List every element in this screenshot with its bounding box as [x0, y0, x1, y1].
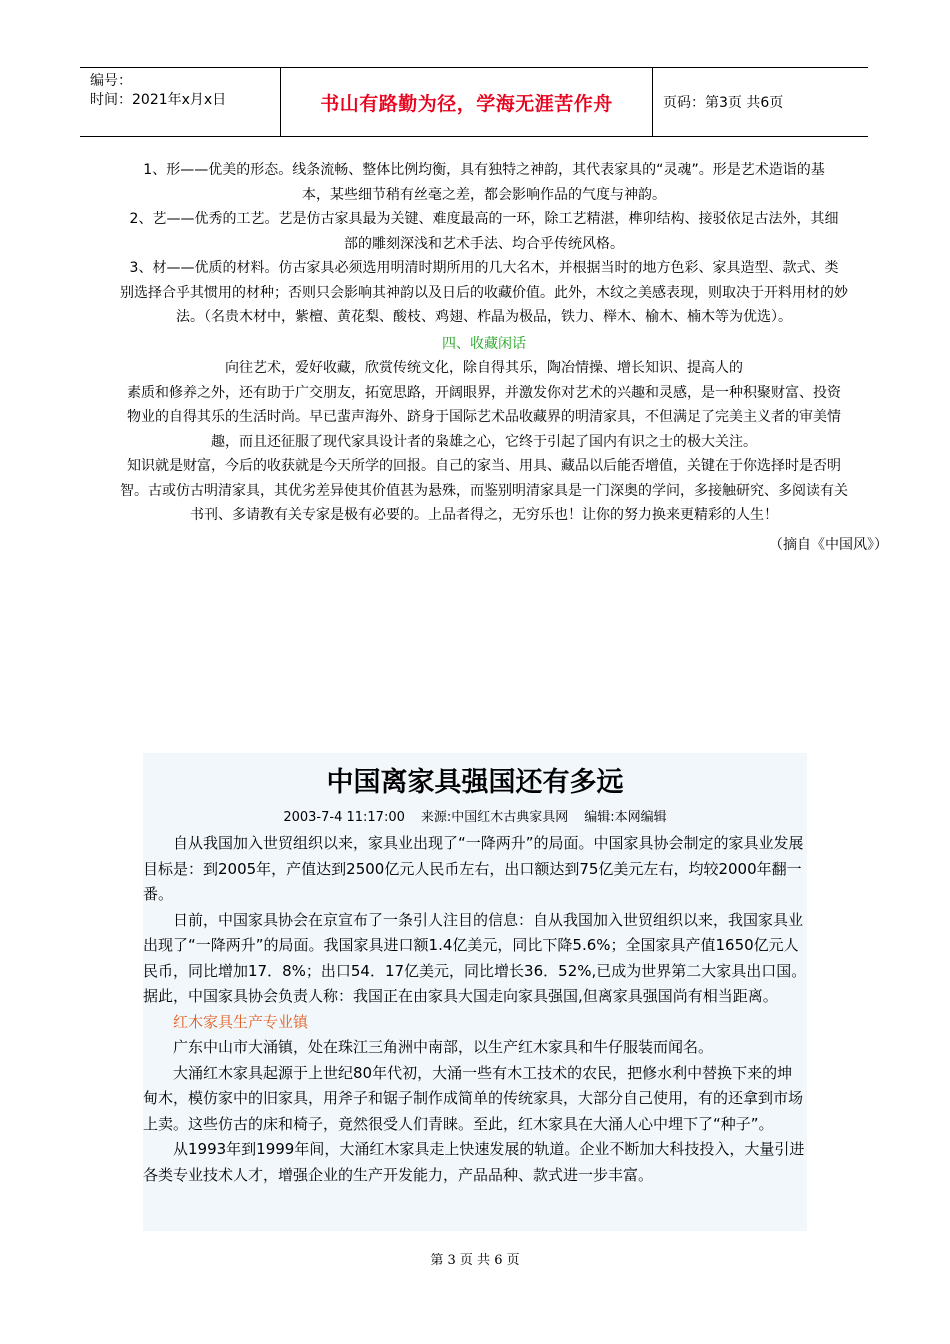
article-meta [143, 809, 807, 827]
text-line: 1、形——优美的形态。线条流畅、整体比例均衡，具有独特之神韵，其代表家具的“灵魂”。形是艺术造诣的基 [143, 162, 825, 178]
page-footer: 第 3 页 共 6 页 [430, 1253, 520, 1268]
article-editor: 编辑:本网编辑 [584, 810, 667, 825]
header-left-cell [80, 68, 281, 136]
time-label: 时间：2021年x月x日 [90, 92, 227, 108]
text-line: 2、艺——优秀的工艺。艺是仿古家具最为关键、难度最高的一环，除工艺精湛，榫卯结构、接驳依足古法外，其细 [129, 211, 839, 227]
text-line: 向往艺术，爱好收藏，欣赏传统文化，除自得其乐，陶冶情操、增长知识、提高人的 [225, 360, 743, 376]
text-line: 部的雕刻深浅和艺术手法、均合乎传统风格。 [344, 235, 624, 252]
header-page-label: 页码：第3页 共6页 [663, 95, 784, 111]
text-line: 趣，而且还征服了现代家具设计者的枭雄之心，它终于引起了国内有识之士的极大关注。 [211, 433, 757, 450]
text-line: 知识就是财富，今后的收获就是今天所学的回报。自己的家当、用具、藏品以后能否增值，关键在于你选择时是否明 [127, 458, 841, 474]
article-source: 来源:中国红木古典家具网 [420, 810, 569, 825]
text-line: 书刊、多请教有关专家是极有必要的。上品者得之，无穷乐也！让你的努力换来更精彩的人生！ [190, 507, 778, 523]
section-title: 四、收藏闲话 [442, 336, 526, 352]
text-line: 法。（名贵木材中，紫檀、黄花梨、酸枝、鸡翅、柞晶为极品，铁力、榉木、榆木、楠木等为优选）。 [176, 309, 792, 325]
text-line: 智。古或仿古明清家具，其优劣差异使其价值甚为悬殊，而鉴别明清家具是一门深奥的学问，多接触研究、多阅读有关 [120, 482, 848, 499]
serial-label: 编号： [90, 73, 132, 89]
upper-para-1 [78, 158, 890, 330]
article-paragraph: 从1993年到1999年间，大涌红木家具走上快速发展的轨道。企业不断加大科技投入，大量引进各类专业技术人才，增强企业的生产开发能力，产品品种、款式进一步丰富。 [143, 1140, 805, 1184]
header-table [80, 67, 868, 137]
article-subheading: 红木家具生产专业镇 [173, 1012, 309, 1031]
text-line: 本，某些细节稍有丝毫之差，都会影响作品的气度与神韵。 [302, 186, 666, 203]
article-paragraph: 自从我国加入世贸组织以来，家具业出现了“一降两升”的局面。中国家具协会制定的家具业发展目标是：到2005年，产值达到2500亿元人民币左右，出口额达到75亿美元左右，均较2000年翻一番。 [143, 834, 804, 903]
text-line: 别选择合乎其惯用的材种；否则只会影响其神韵以及日后的收藏价值。此外，木纹之美感表现，则取决于开料用材的妙 [120, 284, 848, 301]
article-title: 中国离家具强国还有多远 [326, 767, 624, 798]
text-line: 素质和修养之外，还有助于广交朋友，拓宽思路，开阔眼界，并激发你对艺术的兴趣和灵感，是一种积聚财富、投资 [127, 384, 841, 401]
text-line: 3、材——优质的材料。仿古家具必须选用明清时期所用的几大名木，并根据当时的地方色彩、家具造型、款式、类 [129, 260, 839, 276]
text-line: 物业的自得其乐的生活时尚。早已蜚声海外、跻身于国际艺术品收藏界的明清家具，不但满足了完美主义者的审美情 [127, 409, 841, 425]
source-citation: （摘自《中国风》） [769, 537, 888, 553]
article-paragraph: 大涌红木家具起源于上世纪80年代初，大涌一些有木工技术的农民，把修水利中替换下来的坤甸木，模仿家中的旧家具，用斧子和锯子制作成简单的传统家具，大部分自己使用，有的还拿到市场上卖。这些仿古的床和椅子，竟然很受人们青睐。至此，红木家具在大涌人心中埋下了“种子”。 [143, 1063, 804, 1133]
article-box [143, 753, 807, 1231]
article-paragraph: 广东中山市大涌镇，处在珠江三角洲中南部，以生产红木家具和牛仔服装而闻名。 [173, 1038, 714, 1056]
article-datetime: 2003-7-4 11:17:00 [283, 810, 405, 825]
upper-para-2 [78, 356, 890, 528]
article-paragraph: 日前，中国家具协会在京宣布了一条引人注目的信息：自从我国加入世贸组织以来，我国家具业出现了“一降两升”的局面。我国家具进口额1.4亿美元，同比下降5.6%；全国家具产值1650亿元人民币，同比增加17．8%；出口54．17亿美元，同比增长36．52%,已成为世界第二大家具出口国。据此，中国家具协会负责人称：我国正在由家具大国走向家具强国,但离家具强国尚有相当距离。 [143, 910, 807, 1005]
article-body [143, 831, 807, 1188]
header-motto: 书山有路勤为径，学海无涯苦作舟 [281, 68, 653, 136]
